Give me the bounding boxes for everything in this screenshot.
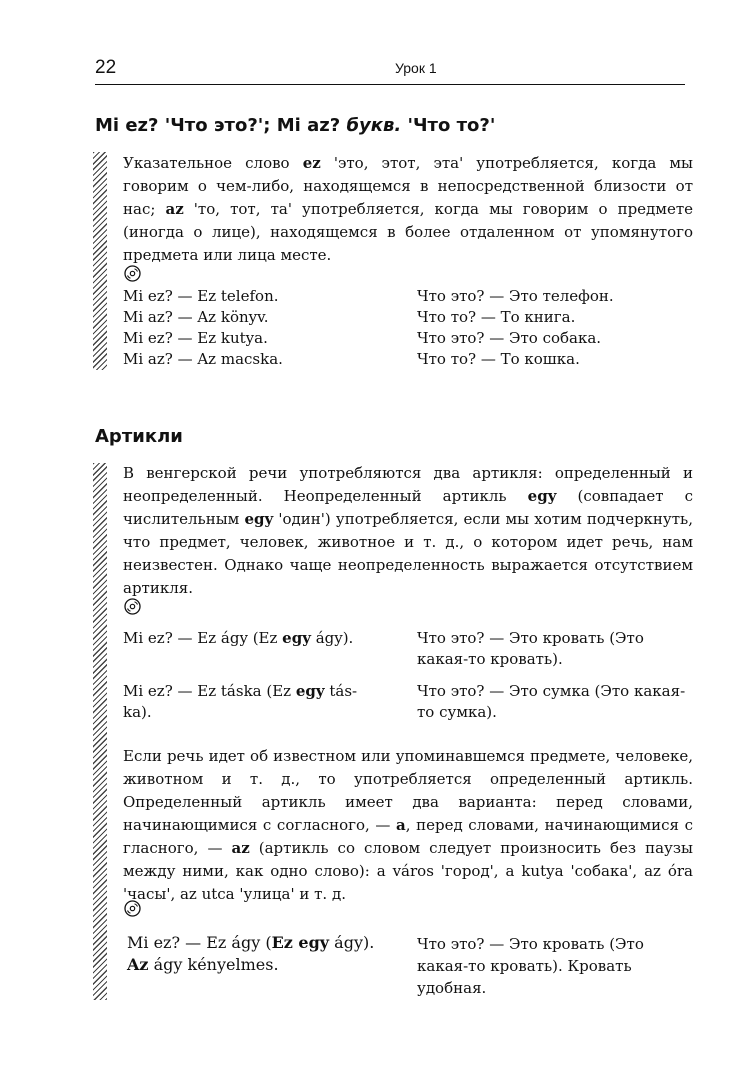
text-run: ágy kényelmes. (148, 955, 279, 974)
page-header (95, 56, 685, 85)
example-hungarian: Mi ez? — Ez kutya. (123, 329, 268, 347)
example-hungarian (127, 932, 409, 976)
example-hungarian (123, 681, 385, 723)
text-run: (совпадает с числительным (123, 487, 694, 528)
term-az: az (165, 200, 184, 218)
running-title: Урок 1 (395, 60, 437, 76)
example-hungarian: Mi az? — Az macska. (123, 350, 283, 368)
text-run: Mi ez? — Ez táska (Ez (123, 682, 296, 700)
text-run: tás-ka). (123, 682, 358, 721)
text-run: Mi ez? — Ez ágy (Ez (123, 629, 283, 647)
section-heading-mi-ez (95, 114, 495, 138)
term-ez: ez (302, 154, 321, 172)
audio-disc-icon[interactable] (123, 899, 141, 917)
text-run: , перед словами, начинающимися с гласного, — (123, 816, 693, 857)
example-russian: Что это? — Это кровать (Это какая-то кровать). (417, 629, 644, 668)
text-run: Если речь идет об известном или упоминавшемся предмете, человеке, животном и т. д., то употребляется определенный артикль. Определенный артикль имеет два варианта: перед словами, начинающимися с согласного, — (123, 747, 693, 834)
text-run: В венгерской речи употребляются два артикля: определенный и неопределенный. Неопределенный артикль (123, 464, 693, 505)
term-egy: egy (282, 629, 311, 647)
text-run: Mi ez? — Ez ágy ( (127, 933, 272, 952)
example-russian: Что это? — Это сумка (Это какая-то сумка). (417, 682, 686, 721)
paragraph-definite-article (123, 745, 693, 906)
heading-abbrev: букв. (346, 115, 402, 136)
margin-rule (93, 463, 107, 1000)
term-egy: egy (527, 487, 557, 505)
text-run: 'это, этот, эта' употребляется, когда мы говорим о чем-либо, находящемся в непосредственной близости от нас; (123, 154, 693, 218)
heading-part: Mi ez? 'Что это?'; Mi az? (95, 115, 347, 136)
term-az: az (231, 839, 250, 857)
example-russian: Что то? — То кошка. (417, 350, 580, 368)
example-line (127, 954, 409, 976)
page-number: 22 (95, 57, 117, 78)
term-egy: egy (295, 682, 325, 700)
paragraph-indefinite-article (123, 462, 693, 600)
text-run: Указательное слово (123, 154, 303, 172)
example-russian: Что то? — То книга. (417, 308, 576, 326)
example-hungarian: Mi ez? — Ez telefon. (123, 287, 279, 305)
example-russian: Что это? — Это собака. (417, 329, 602, 347)
example-russian: Что это? — Это телефон. (417, 287, 614, 305)
example-hungarian (123, 628, 395, 649)
heading-part: 'Что то?' (401, 115, 496, 136)
text-run: 'то, тот, та' употребляется, когда мы говорим о предмете (иногда о лице), находящемся в более отдаленном от упомянутого предмета или лица месте. (123, 200, 694, 264)
text-run: (артикль со словом следует произносить без паузы между ними, как одно слово): a város 'город', a kutya 'собака', az óra 'часы', az utca 'улица' и т. д. (123, 839, 693, 903)
audio-disc-icon[interactable] (123, 264, 141, 282)
paragraph-demonstratives (123, 152, 693, 267)
example-line (127, 932, 409, 954)
term-ez-egy: Ez egy (271, 933, 330, 952)
text-run: ágy). (310, 629, 354, 647)
example-russian: Что это? — Это кровать (Это какая-то кровать). Кровать удобная. (417, 935, 644, 997)
section-heading-articles: Артикли (95, 426, 183, 447)
term-a: a (395, 816, 406, 834)
audio-disc-icon[interactable] (123, 597, 141, 615)
margin-rule (93, 152, 107, 370)
example-hungarian: Mi az? — Az könyv. (123, 308, 269, 326)
text-run: ágy). (329, 933, 375, 952)
term-az: Az (127, 955, 149, 974)
term-egy: egy (244, 510, 274, 528)
text-run: 'один') употребляется, если мы хотим подчеркнуть, что предмет, человек, животное и т. д., о котором идет речь, нам неизвестен. Однако чаще неопределенность выражается отсутствием артикля. (123, 510, 693, 597)
